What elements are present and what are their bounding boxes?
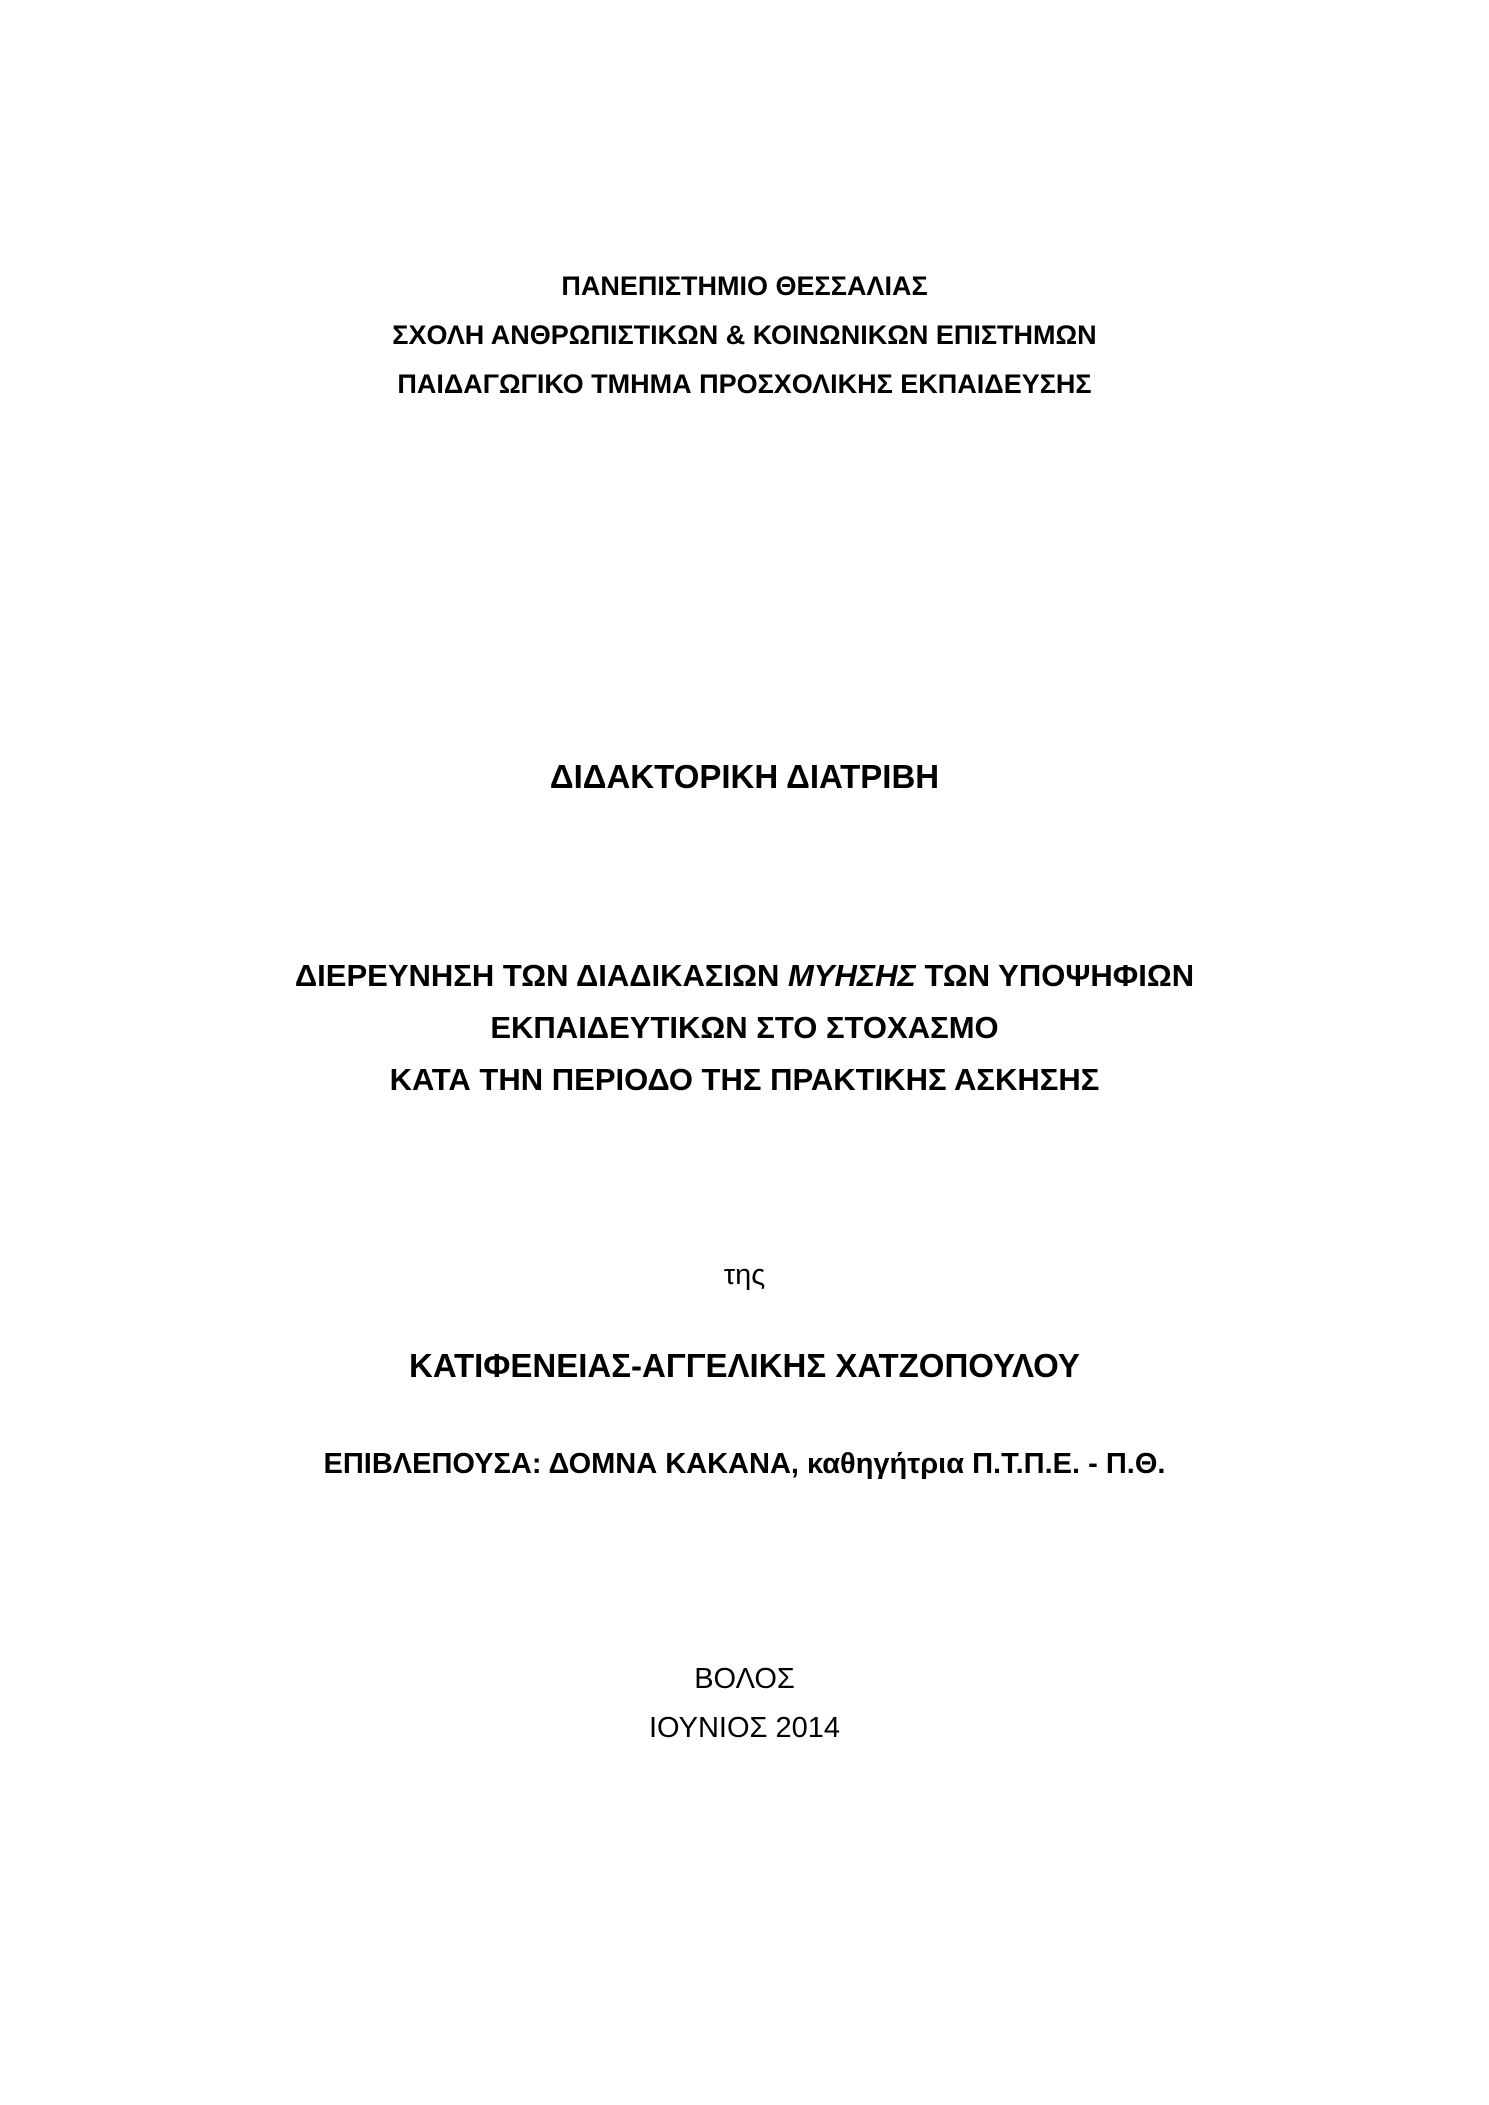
- thesis-title-line-3: ΚΑΤΑ ΤΗΝ ΠΕΡΙΟΔΟ ΤΗΣ ΠΡΑΚΤΙΚΗΣ ΑΣΚΗΣΗΣ: [389, 1062, 1100, 1097]
- submission-date: ΙΟΥΝΙΟΣ 2014: [648, 1712, 841, 1744]
- supervisor-line: ΕΠΙΒΛΕΠΟΥΣΑ: ΔΟΜΝΑ ΚΑΚΑΝΑ, καθηγήτρια Π.Τ.Π.Ε. - Π.Θ.: [323, 1448, 1166, 1480]
- author-name: ΚΑΤΙΦΕΝΕΙΑΣ-ΑΓΓΕΛΙΚΗΣ ΧΑΤΖΟΠΟΥΛΟΥ: [409, 1347, 1080, 1384]
- document-type: ΔΙΔΑΚΤΟΡΙΚΗ ΔΙΑΤΡΙΒΗ: [549, 758, 940, 795]
- thesis-title-line-1-start: ΔΙΕΡΕΥΝΗΣΗ ΤΩΝ ΔΙΑΔΙΚΑΣΙΩΝ: [294, 958, 788, 993]
- thesis-title-line-1: [0, 957, 1489, 994]
- thesis-title-line-1-end: ΤΩΝ ΥΠΟΨΗΦΙΩΝ: [915, 958, 1195, 993]
- thesis-title-italic-word: ΜΥΗΣΗΣ: [787, 958, 916, 993]
- thesis-title-line-2: ΕΚΠΑΙΔΕΥΤΙΚΩΝ ΣΤΟ ΣΤΟΧΑΣΜΟ: [490, 1010, 999, 1045]
- university-name: ΠΑΝΕΠΙΣΤΗΜΙΟ ΘΕΣΣΑΛΙΑΣ: [561, 271, 928, 301]
- by-label: της: [723, 1259, 766, 1291]
- place-name: ΒΟΛΟΣ: [694, 1663, 795, 1695]
- school-name: ΣΧΟΛΗ ΑΝΘΡΩΠΙΣΤΙΚΩΝ & ΚΟΙΝΩΝΙΚΩΝ ΕΠΙΣΤΗΜΩΝ: [392, 320, 1097, 350]
- department-name: ΠΑΙΔΑΓΩΓΙΚΟ ΤΜΗΜΑ ΠΡΟΣΧΟΛΙΚΗΣ ΕΚΠΑΙΔΕΥΣΗΣ: [397, 369, 1092, 399]
